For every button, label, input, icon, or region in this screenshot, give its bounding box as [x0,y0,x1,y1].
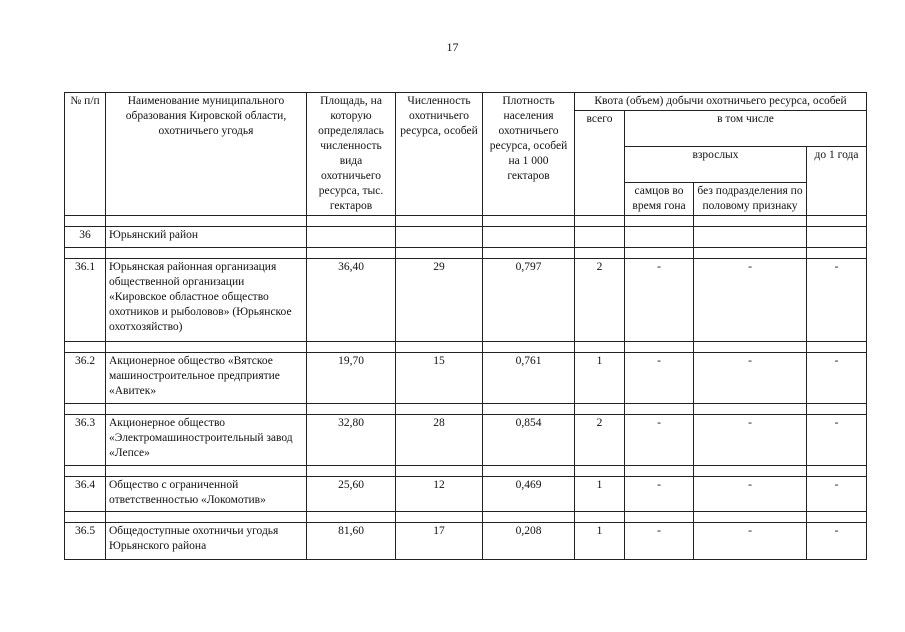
page-number: 17 [446,40,459,54]
row-density: 0,761 [483,353,575,404]
row-nosex: - [694,259,807,342]
row-area: 32,80 [307,415,396,466]
row-under1: - [807,415,867,466]
row-num: 36.2 [65,353,106,404]
row-total: 2 [575,259,625,342]
spacer-row [65,216,867,227]
quota-table [64,92,867,560]
row-total: 1 [575,477,625,512]
row-nosex: - [694,415,807,466]
spacer-row [65,466,867,477]
row-area: 81,60 [307,523,396,560]
row-males: - [625,353,694,404]
row-density: 0,854 [483,415,575,466]
header-males-rut: самцов во время гона [625,183,694,216]
row-area: 19,70 [307,353,396,404]
table-row [65,353,867,404]
row-name: Юрьянская районная организация общественной организации «Кировское областное общество охотников и рыболовов» (Юрьянское охотхозяйство) [106,259,307,342]
row-density: 0,208 [483,523,575,560]
row-count: 28 [396,415,483,466]
row-males: - [625,415,694,466]
row-area: 36,40 [307,259,396,342]
row-total: 2 [575,415,625,466]
row-name: Общедоступные охотничьи угодья Юрьянского района [106,523,307,560]
row-count: 15 [396,353,483,404]
district-name: Юрьянский район [106,227,307,248]
header-including: в том числе [625,111,867,147]
header-quota: Квота (объем) добычи охотничьего ресурса, особей [575,93,867,111]
header-count: Численность охотничьего ресурса, особей [396,93,483,216]
row-nosex: - [694,477,807,512]
header-no-sex: без подразделения по половому признаку [694,183,807,216]
row-under1: - [807,523,867,560]
row-num: 36.3 [65,415,106,466]
row-under1: - [807,353,867,404]
spacer-row [65,248,867,259]
header-density: Плотность населения охотничьего ресурса, особей на 1 000 гектаров [483,93,575,216]
row-name: Общество с ограниченной ответственностью «Локомотив» [106,477,307,512]
row-nosex: - [694,523,807,560]
row-males: - [625,259,694,342]
row-num: 36.1 [65,259,106,342]
district-num: 36 [65,227,106,248]
table-row [65,523,867,560]
header-area: Площадь, на которую определялась численность вида охотничьего ресурса, тыс. гектаров [307,93,396,216]
header-total: всего [575,111,625,216]
row-total: 1 [575,523,625,560]
row-count: 17 [396,523,483,560]
header-name: Наименование муниципального образования Кировской области, охотничьего угодья [106,93,307,216]
row-num: 36.4 [65,477,106,512]
row-name: Акционерное общество «Вятское машиностроительное предприятие «Авитек» [106,353,307,404]
row-name: Акционерное общество «Электромашиностроительный завод «Лепсе» [106,415,307,466]
district-row [65,227,867,248]
row-nosex: - [694,353,807,404]
header-adults: взрослых [625,147,807,183]
table-row [65,415,867,466]
row-count: 29 [396,259,483,342]
header-under1: до 1 года [807,147,867,216]
row-males: - [625,523,694,560]
table-row [65,259,867,342]
row-num: 36.5 [65,523,106,560]
row-density: 0,797 [483,259,575,342]
spacer-row [65,512,867,523]
row-total: 1 [575,353,625,404]
spacer-row [65,404,867,415]
table-row [65,477,867,512]
spacer-row [65,342,867,353]
row-under1: - [807,477,867,512]
header-num: № п/п [65,93,106,216]
row-area: 25,60 [307,477,396,512]
row-count: 12 [396,477,483,512]
row-males: - [625,477,694,512]
row-under1: - [807,259,867,342]
row-density: 0,469 [483,477,575,512]
